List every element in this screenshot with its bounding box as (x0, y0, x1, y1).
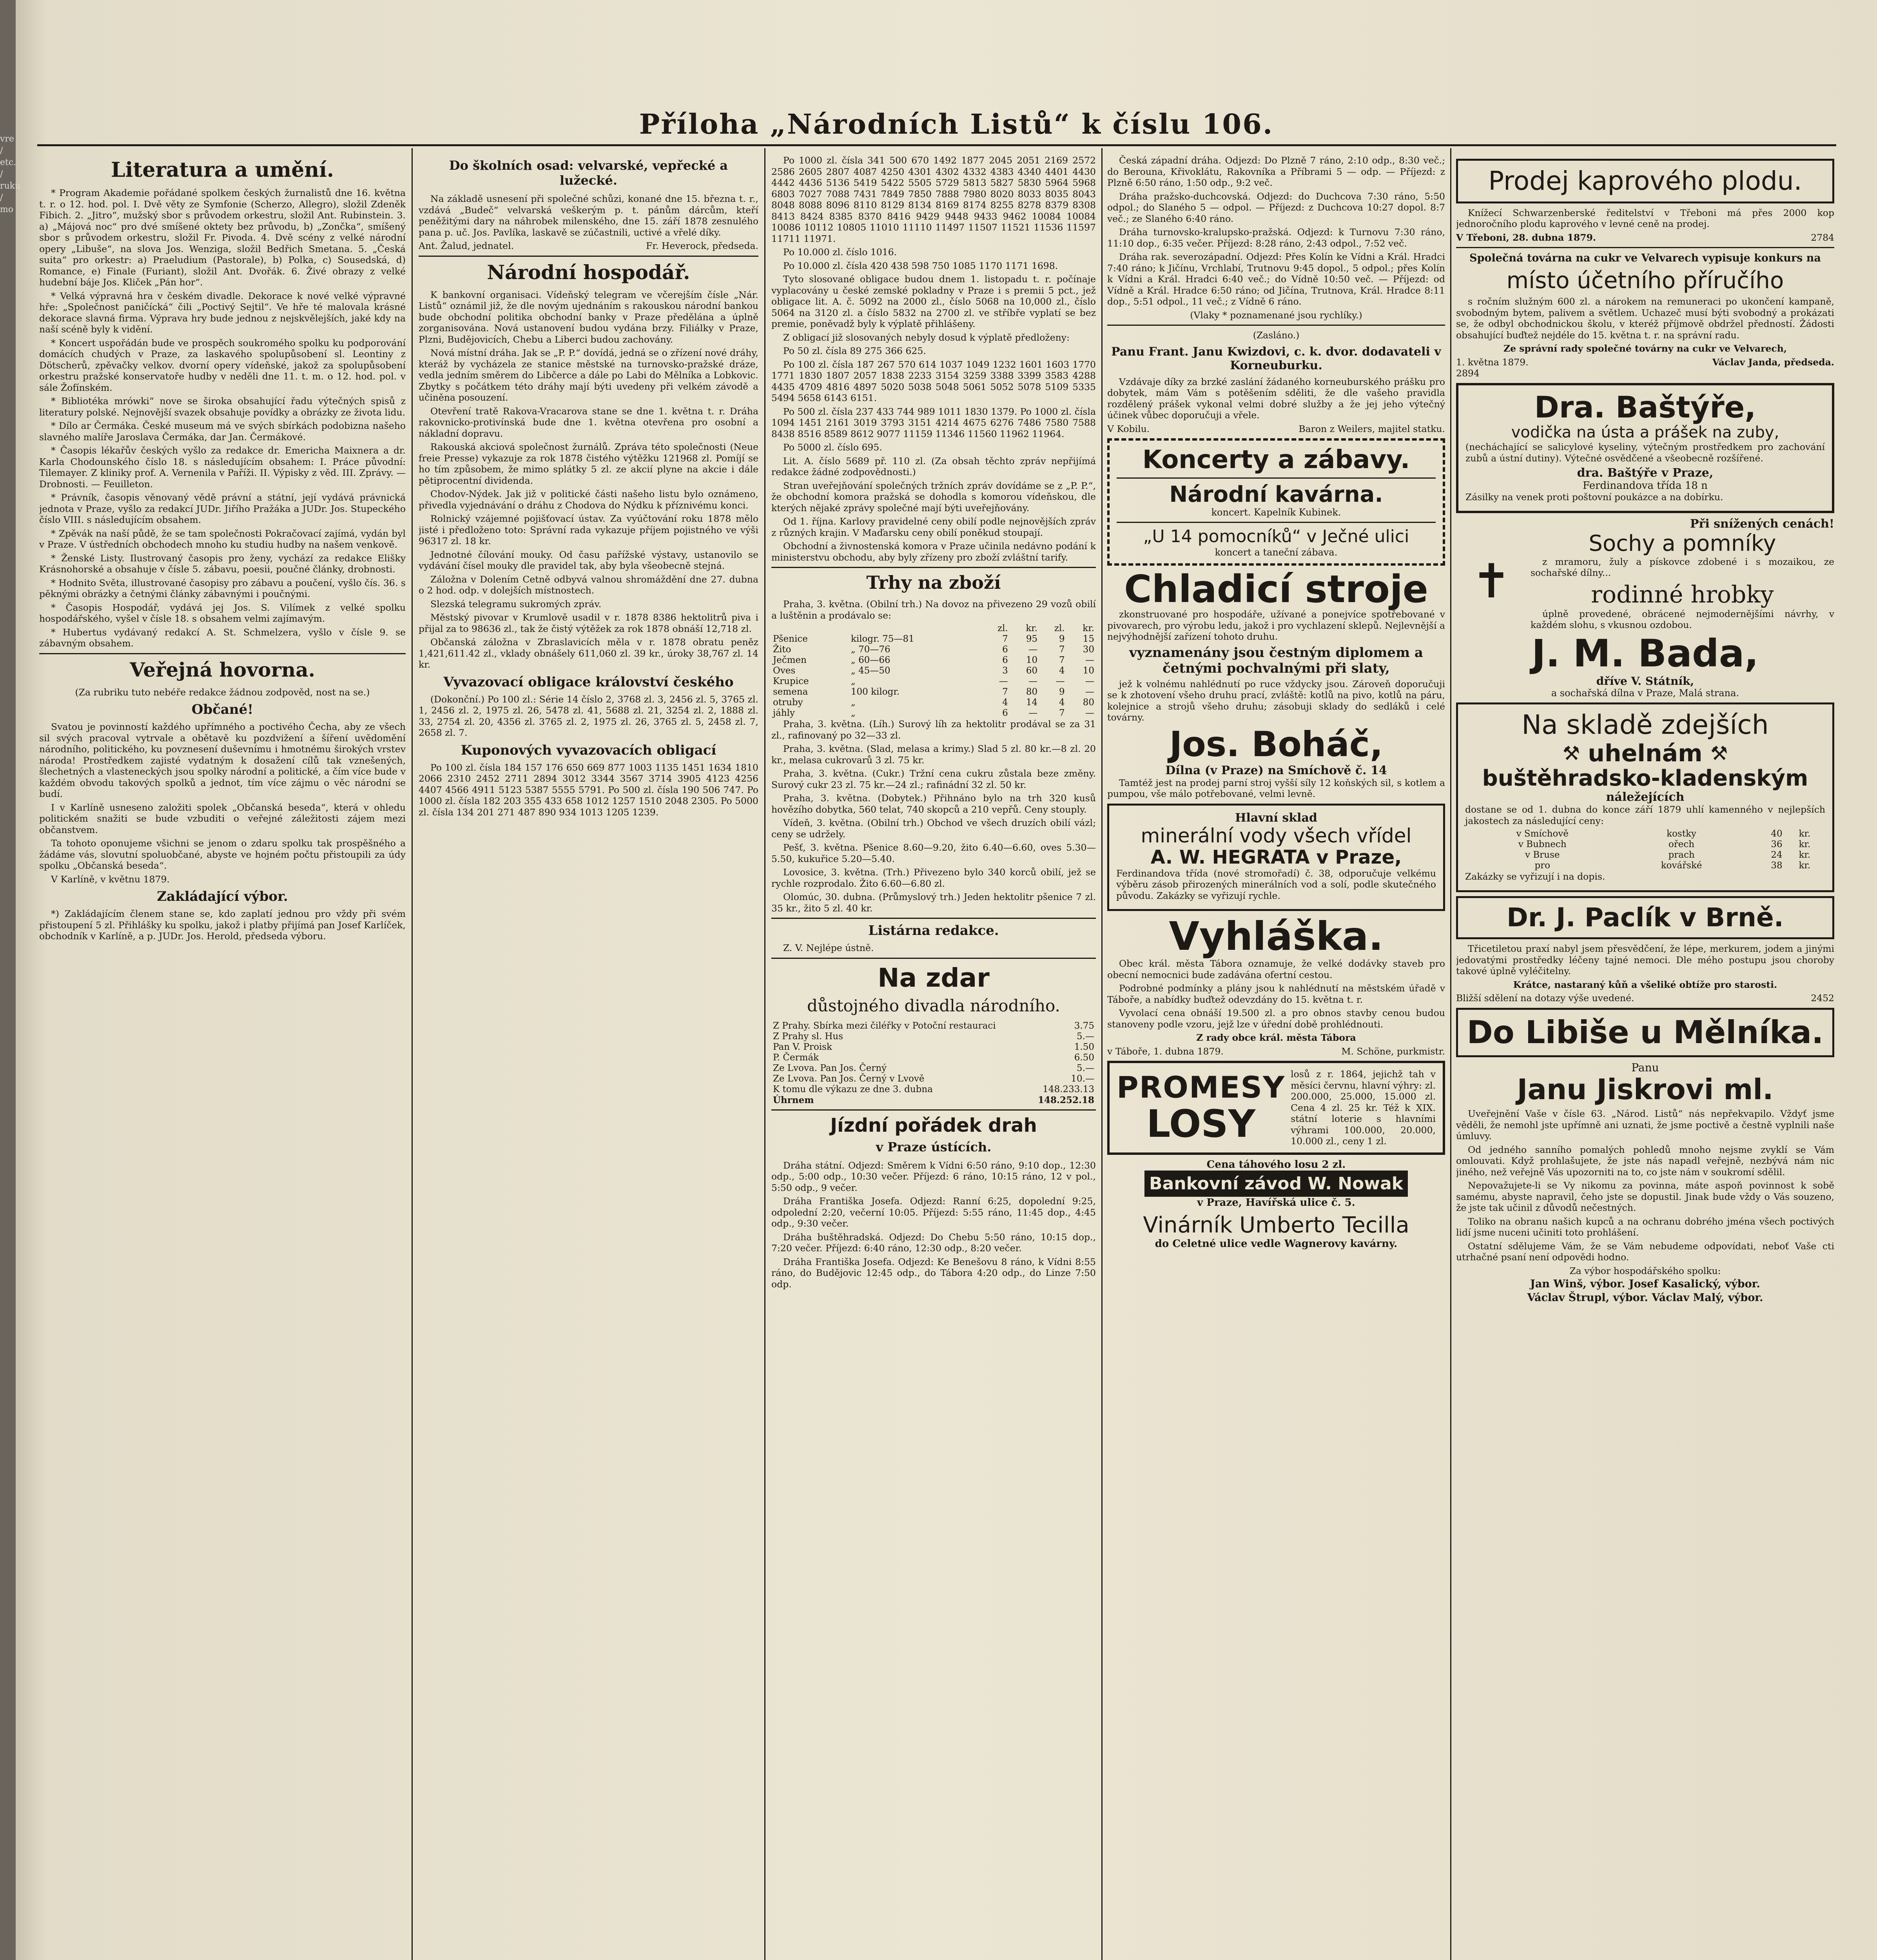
paragraph: Lovosice, 3. května. (Trh.) Přivezeno bylo 340 korců obilí, jež se rychle rozprodalo. Žito 6.60—6.80 zl. (771, 867, 1096, 889)
vyhlaska-signature: v Táboře, 1. dubna 1879. M. Schöne, purkmistr. (1107, 1045, 1445, 1057)
libis-name: Janu Jiskrovi ml. (1517, 1073, 1774, 1106)
busted-subtitle: náležejících (1606, 790, 1685, 804)
bastyr-subtitle: vodička na ústa a prášek na zuby, (1511, 423, 1779, 442)
table-row: v Bruse prach 24 kr. (1525, 850, 1811, 860)
paragraph: (necháchající se salicylové kyseliny, výtečným prostředkem pro zachování zubů a ústní dutiny). Výtečné osvědčené a všeobecně rozšířené. (1465, 441, 1825, 464)
column-rule (412, 148, 413, 1960)
promesy-title: PROMESY (1117, 1069, 1286, 1105)
paragraph: Dráha Františka Josefa. Odjezd: Ke Benešovu 8 ráno, k Vídni 8:55 ráno, do Budějovic 12:45 odp., do Tábora 4:20 odp., do Linze 7:50 odp. (771, 1256, 1096, 1290)
paragraph: * Hubertus vydávaný redakcí A. St. Schmelzera, vyšlo v čísle 9. se zábavným obsahem. (39, 626, 406, 649)
column-rule (764, 148, 765, 1960)
libis-ad (1456, 1008, 1834, 1057)
busted-title: buštěhradsko-kladenským (1482, 765, 1808, 791)
tovarna-intro: Společná továrna na cukr ve Velvarech vypisuje konkurs na (1469, 252, 1821, 265)
paclik-note: Krátce, nastaraný kůň a všeliké obtíže pro starosti. (1513, 979, 1777, 990)
obcane-title: Občané! (191, 702, 254, 717)
paragraph: Slezská telegramu sukromých zpráv. (430, 598, 602, 610)
donation-table (771, 1021, 1096, 1105)
paragraph: Po 100 zl. čísla 187 267 570 614 1037 1049 1232 1601 1603 1770 1771 1830 1807 2057 1838 2233 3154 3259 3388 3399 3583 4288 4435 4709 4816 4897 5020 5038 5048 5061 5052 5078 5109 5335 5494 5658 6143 6151. (771, 359, 1096, 403)
section-separator (1456, 247, 1834, 248)
bastyr-firm: dra. Baštýře v Praze, (1577, 466, 1714, 480)
paragraph: Ferdinandova třída (nové stromořadí) č. 38, odporučuje velkému výběru zásob přirozených minerálních vod a solí, podle skutečného původu. Zakázky se vyřizují rychle. (1116, 867, 1436, 901)
koncerty-box (1107, 438, 1445, 566)
hegrata-ad (1107, 804, 1445, 911)
bastyr-ad (1456, 383, 1834, 513)
kapr-title: Prodej kaprového plodu. (1488, 166, 1802, 196)
vybor-title: Zakládající výbor. (157, 889, 288, 904)
paragraph: * Velká výpravná hra v českém divadle. Dekorace k nové velké výpravné hře: „Společnost paničícká“ čili „Poctivý Sejtil“. Ve hře té malovala krásné dekorace slavná firma. Výprava hry bude jednou z nejskvělejších, jaké kdy na naší scéně byly k vidění. (39, 290, 406, 335)
signature-right: Fr. Heverock, předseda. (646, 240, 758, 251)
losy-title: LOSY (1146, 1102, 1256, 1146)
paragraph: Podrobné podmínky a plány jsou k nahlédnutí na městském úřadě v Táboře, a nabídky buďtež odevzdány do 15. května t. r. (1107, 983, 1445, 1005)
tovarna-num: 2894 (1456, 368, 1480, 379)
paragraph: Třicetiletou praxí nabyl jsem přesvědčení, že lépe, merkurem, jodem a jinými jedovatými prostředky léčeny tajné nemoci. Dle mého postupu jsou choroby takové úplně vyléčitelny. (1456, 943, 1834, 977)
hammers-icon: ⚒ (1562, 742, 1580, 765)
paragraph: Jednotné čílování mouky. Od času pařížské výstavy, ustanovilo se vydávání čísel mouky dle pravidel tak, aby byla všeobecně stejná. (419, 549, 758, 571)
section-separator (771, 567, 1096, 568)
paragraph: Z. V. Nejlépe ústně. (783, 942, 874, 953)
section-title-literatura: Literatura a umění. (111, 158, 334, 182)
paragraph: Praha, 3. května. (Cukr.) Tržní cena cukru zůstala beze změny. Surový cukr 23 zl. 75 kr.—24 zl.; rafinádní 32 zl. 50 kr. (771, 768, 1096, 790)
paragraph: Od jedného sanního pomalých pohledů mnoho nejsme zvyklí se Vám omlouvati. Když prohlašujete, že jste nás napadl veřejně, nezbývá nám nic jiného, než veřejně Vás upozorniti na to, co jste nám v soukromí sdělil. (1456, 1144, 1834, 1178)
zaslano-heading: Panu Frant. Janu Kwizdovi, c. k. dvor. dodavateli v Korneuburku. (1111, 345, 1441, 372)
libis-sign: Za výbor hospodářského spolku: (1569, 1265, 1721, 1276)
paragraph: Dráha pražsko-duchcovská. Odjezd: do Duchcova 7:30 ráno, 5:50 odpol.; do Slaného 5 — odpol. — Příjezd: z Duchcova 10:27 dopol. 8:7 več.; ze Slaného 6:40 ráno. (1107, 191, 1445, 224)
table-row: v Smíchově kostky 40 kr. (1516, 829, 1811, 839)
section-separator (1107, 325, 1445, 326)
bastyr-addr: Ferdinandova třída 18 n (1583, 480, 1708, 492)
staviny-heading: vyznamenány jsou čestným diplomem a četnými pochvalnými při slaty, (1129, 644, 1423, 676)
skolni-title: Do školních osad: velvarské, vepřecké a lužecké. (449, 158, 728, 188)
uhli-table (1465, 829, 1825, 871)
koncerty-title: Koncerty a zábavy. (1142, 445, 1410, 474)
kavarna-title: Národní kavárna. (1169, 482, 1383, 508)
sochy-title: Sochy a pomníky (1589, 530, 1776, 556)
libis-sign: Václav Štrupl, výbor. Václav Malý, výbor. (1527, 1291, 1763, 1304)
paragraph: Vyvolací cena obnáší 19.500 zl. a pro obnos stavby cenou budou stanoveny podle vzoru, jejž lze v úřední době prohlédnouti. (1107, 1007, 1445, 1030)
table-row: pro kovářské 38 kr. (1534, 860, 1811, 871)
paragraph: losů z r. 1864, jejichž tah v měsíci červnu, hlavní výhry: zl. 200.000, 25.000, 15.000 zl. Cena 4 zl. 25 kr. Též k XIX. státní loterie s hlavními výhrami 100.000, 20.000, 10.000 zl., ceny 1 zl. (1291, 1069, 1436, 1147)
paragraph: Záložna v Dolením Cetně odbyvá valnou shromáždění dne 27. dubna o 2 hod. odp. v dolejších místnostech. (419, 573, 758, 596)
table-row: Krupice „ — — — — (773, 676, 1094, 686)
table-row: Ze Lvova. Pan Jos. Černý v Lvově 10.— (773, 1073, 1094, 1084)
column-rule (1101, 148, 1103, 1960)
paragraph: Praha, 3. května. (Slad, melasa a krimy.) Slad 5 zl. 80 kr.—8 zl. 20 kr., melasa cukrovarů 3 zl. 75 kr. (771, 743, 1096, 766)
paragraph: Praha, 3. května. (Dobytek.) Přihnáno bylo na trh 320 kusů hovězího dobytka, 560 telat, 740 skopců a 210 vepřů. Ceny stouply. (771, 793, 1096, 815)
paragraph: z mramoru, žuly a pískovce zdobené i s mozaikou, ze sochařské dílny... (1531, 556, 1834, 579)
paragraph: Otevření tratě Rakova-Vracarova stane se dne 1. května t. r. Dráha rakovnicko-protivínská bude dne 1. května otevřena pro osobní a nákladní dopravu. (419, 405, 758, 439)
tovarna-signature: 1. května 1879. Václav Janda, předseda. (1456, 356, 1834, 368)
paragraph: Ta tohoto oponujeme všichni se jenom o zdaru spolku tak prospěšného a žádáme vás, slovutní spoluobčané, abyste ve hojném počtu přistoupili za údy spolku „Občanská beseda“. (39, 838, 406, 871)
column-2 (419, 155, 758, 1960)
uhli-ad (1456, 702, 1834, 892)
table-row: v Bubnech ořech 36 kr. (1518, 839, 1811, 850)
paragraph: Od 1. října. Karlovy pravidelné ceny obilí podle nejnovějších zpráv z různých krajin. V Maďarsku ceny obilí poněkud stoupají. (771, 516, 1096, 538)
pomocnik-title: „U 14 pomocníků“ v Ječné ulici (1143, 526, 1409, 546)
paragraph: Pešť, 3. května. Pšenice 8.60—9.20, žito 6.40—6.60, oves 5.30—5.50, kukuřice 5.20—5.40. (771, 842, 1096, 864)
jizdni-subtitle: v Praze ústících. (876, 1139, 992, 1154)
table-row: otruby „ 4 14 4 80 (773, 697, 1094, 708)
nowak-ad (1107, 1159, 1445, 1209)
libis-pane: Panu (1631, 1061, 1659, 1074)
paragraph: Zásilky na venek proti poštovní poukázce a na dobírku. (1465, 492, 1723, 503)
uhlo-title: uhelnám (1588, 739, 1703, 767)
paragraph: (Vlaky * poznamenané jsou rychlíky.) (1190, 309, 1362, 321)
section-separator (1117, 477, 1436, 479)
paragraph: * Právník, časopis věnovaný vědě právní a státní, její vydává právnická jednota v Praze, vyšlo za redakcí JUDr. Jiřího Pražáka a JUDr. Jos. Stupeckého číslo VIII. s následujícím obsahem. (39, 492, 406, 525)
paragraph: Tamtéž jest na prodej parní stroj vyšší síly 12 koňských sil, s kotlem a pumpou, vše málo potřebované, velmi levně. (1107, 777, 1445, 800)
section-title-hovorna: Veřejná hovorna. (129, 658, 316, 681)
bada-addr: a sochařská dílna v Praze, Malá strana. (1551, 687, 1739, 699)
paragraph: * Časopis Hospodář, vydává jej Jos. S. Vilímek z velké spolku hospodářského, vyšel v čísle 18. s obsahem velmi zajímavým. (39, 602, 406, 624)
zdar-title: Na zdar (878, 962, 990, 993)
paragraph: K bankovní organisaci. Vídeňský telegram ve včerejším čísle „Nár. Listů“ oznámil již, že dle novým ujednáním s rakouskou národní bankou bude obchodní politika obchodní banky v Praze předělána a úplně zorganisována. Nová ustanovení budou vydána brzy. Filiálky v Praze, Plzni, Budějovicích, Chebu a Liberci budou zachovány. (419, 289, 758, 345)
hegrata-title: A. W. HEGRATA v Praze, (1150, 846, 1402, 869)
column-3 (771, 155, 1096, 1960)
paragraph: Olomúc, 30. dubna. (Průmyslový trh.) Jeden hektolitr pšenice 7 zl. 35 kr., žito 5 zl. 40 kr. (771, 891, 1096, 914)
column-5 (1456, 155, 1834, 1960)
paragraph: Dráha Františka Josefa. Odjezd: Ranní 6:25, dopolední 9:25, odpolední 2:20, večerní 10:05. Příjezd: 5:55 ráno, 11:45 dop., 4:45 odp., 9:30 večer. (771, 1196, 1096, 1229)
paragraph: Vídeň, 3. května. (Obilní trh.) Obchod ve všech druzích obilí vázl; ceny se udržely. (771, 817, 1096, 840)
column-1 (39, 155, 406, 1960)
paragraph: Dráha státní. Odjezd: Směrem k Vídni 6:50 ráno, 9:10 dop., 12:30 odp., 5:00 odp., 10:30 večer. Příjezd: 6 ráno, 10:15 ráno, 12 v pol., 5:50 odp., 9 večer. (771, 1160, 1096, 1193)
table-row: Z Prahy. Sbírka mezi čiléřky v Potoční restauraci 3.75 (773, 1020, 1094, 1031)
gutter-fragment: vre / etc. / ruku / mo (0, 134, 21, 214)
section-title-trhy: Trhy na zboží (866, 572, 1001, 593)
paragraph: Knížecí Schwarzenberské ředitelství v Třeboni má přes 2000 kop jednoročního plodu kaprového v levné ceně na prodej. (1456, 207, 1834, 230)
paragraph: Po 500 zl. čísla 237 433 744 989 1011 1830 1379. Po 1000 zl. čísla 1094 1451 2161 3019 3793 3151 4214 4675 6276 7486 7580 7588 8438 8516 8589 8612 9077 11159 11346 11560 11962 11964. (771, 406, 1096, 439)
bada-ad (1456, 517, 1834, 699)
vyhlaska-ad (1107, 915, 1445, 1057)
hrobky-title: rodinné hrobky (1591, 581, 1774, 608)
pomocnik-subtitle: koncert a taneční zábava. (1215, 546, 1338, 558)
paragraph: Praha, 3. května. (Obilní trh.) Na dovoz na přivezeno 29 vozů obilí a luštěnin a prodávalo se: (771, 599, 1096, 621)
paragraph: * Ženské Listy. Ilustrovaný časopis pro ženy, vychází za redakce Elišky Krásnohorské a obsahuje v čísle 5. zábavu, poesii, poučné články, drobnosti. (39, 552, 406, 575)
jizdni-title: Jízdní pořádek drah (830, 1114, 1037, 1136)
kapr-ad (1456, 159, 1834, 203)
table-row: semena 100 kilogr. 7 80 9 — (773, 687, 1094, 697)
zaslano-label: (Zasláno.) (1253, 330, 1300, 341)
header-rule (37, 144, 1836, 146)
signature-left: Ant. Žalud, jednatel. (419, 240, 514, 251)
nowak-subtitle: v Praze, Havířská ulice č. 5. (1197, 1196, 1355, 1209)
section-separator (771, 918, 1096, 919)
paragraph: Rolnický vzájemné pojišťovací ústav. Za vyúčtování roku 1878 mělo jisté i předloženo toto: Správní rada vykazuje příjem pojistného ve výši 96317 zl. 18 kr. (419, 513, 758, 546)
table-row: Pan V. Proisk 1.50 (773, 1042, 1094, 1052)
table-row: Pšenice kilogr. 75—81 7 95 9 15 (773, 634, 1094, 644)
zaslano-signature: V Kobilu. Baron z Weilers, majitel statku. (1107, 423, 1445, 434)
bohac-name: Jos. Boháč, (1169, 724, 1383, 764)
paragraph: Dráha rak. severozápadní. Odjezd: Přes Kolín ke Vídni a Král. Hradci 7:40 ráno; k Jičínu, Vrchlabí, Trutnovu 9:45 dopol., 5 odpol.; přes Kolín k Vídni a Král. Hradci 6:40 več.; do Vídně 10:50 več. — Příjezd: od Vídně a Král. Hradce 6:50 ráno; od Jičína, Trutnova, Král. Hradce 8:11 dop., 5:51 odpol., 11 več.; z Vídně 6 ráno. (1107, 251, 1445, 307)
tecilla-title: Vinárník Umberto Tecilla (1143, 1212, 1409, 1238)
chladici-ad (1107, 567, 1445, 800)
paragraph: Po 50 zl. čísla 89 275 366 625. (783, 345, 926, 356)
paragraph: zkonstruované pro hospodáře, užívané a ponejvíce spotřebované v pivovarech, pro výrobu ledu, jakož i pro vychlazení sklepů. Nejlevnější a nejvýhodnější zařízení tohoto druhu. (1107, 609, 1445, 642)
paragraph: Po 1000 zl. čísla 341 500 670 1492 1877 2045 2051 2169 2572 2586 2605 2807 4087 4250 4301 4302 4332 4383 4340 4401 4430 4442 4436 5136 5419 5422 5505 5729 5813 5827 5830 5964 5968 6803 7027 7088 7431 7849 7850 7888 7980 8020 8033 8035 8043 8048 8088 8096 8110 8129 8134 8169 8174 8255 8278 8379 8308 8413 8424 8385 8370 8416 9429 9448 9433 9462 10084 10084 10086 10112 10805 11010 11110 11497 11507 11521 11536 11597 11711 11971. (771, 155, 1096, 244)
paragraph: * Zpěvák na naší půdě, že se tam společnosti Pokračovací zajímá, vydán byl v Praze. V ústředních obchodech mnoho ku studiu hudby na našem venkově. (39, 528, 406, 550)
paragraph: * Koncert uspořádán bude ve prospěch soukromého spolku ku podporování domácích chudých v Praze, za laskavého spolupůsobení sl. Leontiny z Dötscherů, zpěvačky velkov. dvorní opery vídeňské, jakož za spolupůsobení orkestru pražské konservatoře hudby v neděli dne 11. t. m. o 12. hod. pol. v sále Žofínském. (39, 337, 406, 393)
paragraph: Z rady obce král. města Tábora (1196, 1032, 1356, 1044)
paragraph: Po 5000 zl. číslo 695. (783, 442, 882, 453)
paragraph: Rakouská akciová společnost žurnálů. Zpráva této společnosti (Neue freie Presse) vykazuje za rok 1878 čistého výtěžku 121968 zl. Pomíjí se ho tím způsobem, že mimo splátky 5 zl. ze akcií plyne na akcie i dále pětiprocentní dividenda. (419, 441, 758, 486)
paragraph: * Hodnito Světa, illustrované časopisy pro zábavu a poučení, vyšlo čís. 36. s pěknými obrázky a četnými články zábavnými i poučnými. (39, 577, 406, 599)
paragraph: *) Zakládajícím členem stane se, kdo zaplatí jednou pro vždy při svém přistoupení 5 zl. Přihlášky ku spolku, jakož i platby přijímá pan Josef Karlíček, obchodník v Karlíně, a p. JUDr. Jos. Herold, předseda výboru. (39, 908, 406, 942)
paragraph: Svatou je povinností každého upřímného a poctivého Čecha, aby ze všech sil svých pracoval vytrvale a obětavě ku pozdvižení a šíření uvědomění národního, politického, ku povznesení duševnímu i hmotnému širokých vrstev národa! Prostředkem zajisté vydatným k dosažení cílů tak vznešených, šlechetných a vlasteneckých jsou spolky národní a politické, a čím více bude v každém obvodu takových spolků a jednot, tím více zájmu o věc národní se budí. (39, 721, 406, 799)
section-separator (39, 653, 406, 654)
bada-subtitle: dříve V. Státník, (1596, 674, 1694, 688)
sklad-label: Hlavní sklad (1235, 811, 1317, 825)
bada-title: J. M. Bada, (1532, 631, 1759, 675)
paragraph: Lit. A. číslo 5689 př. 110 zl. (Za obsah těchto zpráv nepřijímá redakce žádné zodpovědnosti.) (771, 455, 1096, 477)
nowak-label: Cena táhového losu 2 zl. (1206, 1158, 1346, 1171)
paragraph: Toliko na obranu našich kupců a na ochranu dobrého jména všech poctivých lidí jsme nuceni učiniti toto prohlášení. (1456, 1216, 1834, 1238)
paragraph: (Dokonční.) Po 100 zl.: Série 14 číslo 2, 3768 zl. 3, 2456 zl. 5, 3765 zl. 1, 2456 zl. 2, 1975 zl. 26, 5478 zl. 41, 5688 zl. 21, 3254 zl. 2, 1888 zl. 33, 2754 zl. 20, 4356 zl. 3765 zl. 2, 1975 zl. 26, 3765 zl. 5, 2458 zl. 7, 2658 zl. 7. (419, 693, 758, 738)
sklad-title: minerální vody všech vřídel (1141, 824, 1412, 847)
paragraph: Praha, 3. května. (Líh.) Surový líh za hektolitr prodával se za 31 zl., rafinovaný po 32—33 zl. (771, 719, 1096, 741)
paragraph: Po 10.000 zl. čísla 420 438 598 750 1085 1170 1171 1698. (783, 260, 1058, 271)
libis-sign: Jan Winš, výbor. Josef Kasalický, výbor. (1530, 1278, 1760, 1290)
kavarna-subtitle: koncert. Kapelník Kubinek. (1211, 506, 1341, 518)
column-rule (1450, 148, 1451, 1960)
table-row: K tomu dle výkazu ze dne 3. dubna 148.233.13 (773, 1084, 1094, 1094)
paclik-signature: Bližší sdělení na dotazy výše uvedené. 2452 (1456, 993, 1834, 1004)
tovarna-sign: Ze správní rady společné továrny na cukr ve Velvarech, (1503, 343, 1787, 354)
table-row: Oves „ 45—50 3 60 4 10 (773, 666, 1094, 676)
hovorna-note: (Za rubriku tuto nebéře redakce žádnou zodpověd, nost na se.) (75, 686, 370, 698)
paragraph: Na základě usnesení při společné schůzi, konané dne 15. března t. r., vzdává „Budeč“ velvarská veškerým p. t. pánům dárcům, kteří peněžitými dary na náhrobek milenského, dne 15. září 1878 zesnulého pana p. uč. Jos. Pavlíka, laskavě se zúčastnili, uctivé a vřelé díky. (419, 193, 758, 238)
paragraph: Ostatní sdělujeme Vám, že se Vám nebudeme odpovídati, neboť Vaše cti utrhačné psaní není odpovědi hodno. (1456, 1240, 1834, 1263)
paragraph: * Program Akademie pořádané spolkem českých žurnalistů dne 16. května t. r. o 12. hod. pol. I. Dvě věty ze Symfonie (Scherzo, Allegro), složil Zdeněk Fibich. 2. „Jitro“, mužský sbor s průvodem orkestru, složil Ant. Rubinstein. 3. a) „Májová noc“ pro dvé smíšené oktety bez průvodu, b) „Zončka“, smíšený sbor s průvodem orkestru, složil Fr. Pivoda. 4. Dvě scény z velké národní opery „Libuše“, na slova Jos. Wenziga, složil Bedřich Smetana. 5. „Česká suita“ pro orkestr: a) Praeludium (Pastorale), b) Polka, c) Sousedská, d) Romance, e) Finale (Furiant), složil Ant. Dvořák. 6. Živé obrazy z velké hudební báje Jos. Kliček „Pán hor“. (39, 187, 406, 288)
paragraph: Tyto slosované obligace budou dnem 1. listopadu t. r. počínaje vyplacovány u české zemské pokladny v Praze i s premii 5 pct., jež obligace lit. A. č. 5092 na 2000 zl., číslo 5068 na 10,000 zl., číslo 5064 na 3120 zl. a číslo 5832 na 2700 zl. ve stříbře vyplatí se bez premie, poněvadž byly k výplatě přihlášeny. (771, 274, 1096, 329)
tecilla-ad (1107, 1212, 1445, 1250)
tecilla-subtitle: do Celetné ulice vedle Wagnerovy kavárny. (1155, 1238, 1398, 1250)
table-row: Ze Lvova. Pan Jos. Černý 5.— (773, 1063, 1094, 1073)
hammers-icon: ⚒ (1710, 742, 1728, 765)
table-row: P. Čermák 6.50 (773, 1052, 1094, 1063)
section-title-hospodar: Národní hospodář. (487, 260, 690, 284)
paragraph: Městský pivovar v Krumlově usadil v r. 1878 8386 hektolitrů piva i přijal za to 98636 zl., tak že čistý výtěžek za rok 1878 obnáší 12,718 zl. (419, 612, 758, 634)
price-table-header: zl. kr. zl. kr. (997, 623, 1094, 633)
paragraph: úplně provedené, obrácené nejmodernějšími návrhy, v každém slohu, s vkusnou ozdobou. (1531, 608, 1834, 631)
bohac-subtitle: Dílna (v Praze) na Smíchově č. 14 (1165, 763, 1387, 777)
paragraph: Česká západní dráha. Odjezd: Do Plzně 7 ráno, 2:10 odp., 8:30 več.; do Berouna, Křivoklátu, Rakovníka a Příbrami 5 — odp. — Příjezd: z Plzně 6:50 ráno, 1:50 odp., 9:2 več. (1107, 155, 1445, 188)
paragraph: Vzdávaje díky za brzké zaslání žádaného korneuburského prášku pro dobytek, mám Vám s potěšením sděliti, že dle vašeho pravidla rozdělený prášek vykonal velmi dobré služby a že jej jeho výtečný účinek vůbec doporučuji a vřele. (1107, 376, 1445, 421)
column-4 (1107, 155, 1445, 1960)
listarna-title: Listárna redakce. (868, 923, 999, 938)
paragraph: Uveřejnění Vaše v čísle 63. „Národ. Listů“ nás nepřekvapilo. Vždyť jsme věděli, že nemohl jste upřímně ani uznati, že jsme poctivě a čestně vyplnili naše úmluvy. (1456, 1108, 1834, 1142)
tovarna-title: místo účetního příručího (1506, 267, 1784, 294)
bastyr-title: Dra. Baštýře, (1534, 389, 1756, 425)
paragraph: Z obligací již slosovaných nebyly dosud k výplatě předloženy: (783, 332, 1070, 343)
nowak-title: Bankovní závod W. Nowak (1144, 1171, 1408, 1197)
paragraph: Nová místní dráha. Jak se „P. P.“ dovídá, jedná se o zřízení nové dráhy, kteráž by vycházela ze stanice městské na turnovsko-pražské dráze, vedla jedním směrem do Libčerce a dále po Labi do Mělníka a Lobkovic. Zbytky s počátkem této dráhy mají býti uvedeny při velkém závodě a učiněna posouzení. (419, 347, 758, 403)
paragraph: Obec král. města Tábora oznamuje, že velké dodávky staveb pro obecní nemocnici bude zadávána ofertní cestou. (1107, 958, 1445, 980)
paragraph: Stran uveřejňování společných tržních zpráv dovídáme se z „P. P.“, že obchodní komora pražská se dohodla s komorou vídeňskou, dle kterých nějaké zprávy společné mají býti uveřejňovány. (771, 480, 1096, 514)
paragraph: Po 100 zl. čísla 184 157 176 650 669 877 1003 1135 1451 1634 1810 2066 2310 2452 2711 2894 3012 3344 3567 3714 3905 4123 4256 4407 4566 4911 5123 5387 5555 5791. Po 500 zl. čísla 190 506 747. Po 1000 zl. čísla 182 203 355 433 658 1012 1257 1510 2048 2305. Po 5000 zl. čísla 134 201 271 487 890 934 1013 1205 1239. (419, 762, 758, 818)
section-separator (771, 1109, 1096, 1111)
kapr-signature: V Třeboni, 28. dubna 1879. 2784 (1456, 232, 1834, 243)
table-row: Žito „ 70—76 6 — 7 30 (773, 644, 1094, 655)
paragraph: * Časopis lékařův českých vyšlo za redakce dr. Emericha Maixnera a dr. Karla Chodounského číslo 18. s následujícím obsahem: I. Práce původní: Tilemayer. Z kliniky prof. A. Vernenila v Paříži. II. Výpisky z věd. III. Zprávy. — Drobnosti. — Feuilleton. (39, 445, 406, 490)
paragraph: Po 10.000 zl. číslo 1016. (783, 247, 897, 258)
skolni-signatures (419, 240, 758, 252)
vyvazovaci-title: Vyvazovací obligace království českého (443, 674, 734, 690)
paragraph: I v Karlíně usneseno založiti spolek „Občanská beseda“, která v ohledu politickém snažiti se bude vzbuditi o veřejné záležitosti zájem mezi občanstvem. (39, 802, 406, 835)
libis-title: Do Libiše u Mělníka. (1467, 1014, 1824, 1051)
obcane-place: V Karlíně, v květnu 1879. (51, 873, 170, 885)
paragraph: Občanská záložna v Zbraslavicích měla v r. 1878 obratu peněz 1,421,611.42 zl., vklady obnášely 611,060 zl. 39 kr., úroky 38,767 zl. 14 kr. (419, 637, 758, 670)
paragraph: Zakázky se vyřizují i na dopis. (1465, 871, 1605, 882)
kuponu-title: Kuponových vyvazovacích obligací (461, 742, 716, 758)
cross-icon: ✝ (1471, 554, 1511, 609)
table-row: Ječmen „ 60—66 6 10 7 — (773, 655, 1094, 665)
ceny-sign: Při snížených cenách! (1690, 517, 1834, 531)
paragraph: Dráha buštěhradská. Odjezd: Do Chebu 5:50 ráno, 10:15 dop., 7:20 večer. Příjezd: 6:40 ráno, 12:30 odp., 8:20 večer. (771, 1231, 1096, 1254)
table-row: Z Prahy sl. Hus 5.— (773, 1031, 1094, 1042)
table-row: jáhly „ 6 — 7 — (773, 708, 1094, 718)
paragraph: Chodov-Nýdek. Jak již v politické části našeho listu bylo oznámeno, přivedla vyjednávání o dráhu z Chodova do Nýdku k příznivému konci. (419, 488, 758, 511)
sklad-title: Na skladě zdejších (1522, 709, 1769, 740)
chladici-title: Chladicí stroje (1124, 567, 1428, 611)
paragraph: jež k volnému nahlédnutí po ruce vždycky jsou. Zároveň doporučuji se k zhotovení všeho druhu prací, zvláště: kotlů na pivo, kotlů na páru, kolejnice a strojů všeho druhu; zásobuji sklady do sedláků i celé továrny. (1107, 678, 1445, 723)
paclik-title: Dr. J. Paclík v Brně. (1507, 902, 1784, 933)
page-title: Příloha „Národních Listů“ k číslu 106. (639, 108, 1274, 140)
section-separator (419, 256, 758, 257)
paragraph: Obchodní a živnostenská komora v Praze učinila nedávno podání k ministerstvu obchodu, aby byly zřízeny pro zboží zvláštní tarify. (771, 541, 1096, 563)
price-table (771, 623, 1096, 719)
zdar-subtitle: důstojného divadla národního. (807, 996, 1060, 1015)
vyhlaska-title: Vyhláška. (1169, 913, 1384, 960)
table-row: Úhrnem 148.252.18 (773, 1094, 1094, 1105)
paragraph: s ročním služným 600 zl. a nárokem na remuneraci po ukončení kampaně, svobodným bytem, palivem a světlem. Uchazeč musí býti svobodný a prokázati se, že odbyl obchodnickou školu, v kteréž příjmově obdržel předností. Žádosti obsahující buďtež nejdéle do 15. května t. r. na správní radu. (1456, 296, 1834, 341)
paragraph: dostane se od 1. dubna do konce září 1879 uhlí kamenného v nejlepších jakostech za následující ceny: (1465, 804, 1825, 826)
promesy-title-box (1117, 1071, 1285, 1145)
paragraph: Nepovažujete-li se Vy nikomu za povinna, máte aspoň povinnost k sobě samému, abyste napravil, čeho jste se dopustil. Jinak bude vždy o Vás souzeno, že jste tak učinil z důvodů nečestných. (1456, 1180, 1834, 1214)
section-separator (771, 958, 1096, 959)
section-separator (1117, 522, 1436, 523)
paclik-ad (1456, 896, 1834, 940)
paragraph: * Bibliotéka mrówki“ nove se široka obsahující řadu výtečných spisů z literatury polské. Nejnovější svazek obsahuje povídky a obrázky ze života lidu. (39, 396, 406, 418)
paragraph: Dráha turnovsko-kralupsko-pražská. Odjezd: k Turnovu 7:30 ráno, 11:10 dop., 6:35 večer. Příjezd: 8:28 ráno, 2:43 odpol., 7:52 več. (1107, 227, 1445, 249)
paragraph: * Dílo ar Čermáka. České museum má ve svých sbírkách podobizna našeho slavného malíře Jaroslava Čermáka, dar Jan. Čermákové. (39, 420, 406, 443)
promesy-ad (1107, 1061, 1445, 1155)
